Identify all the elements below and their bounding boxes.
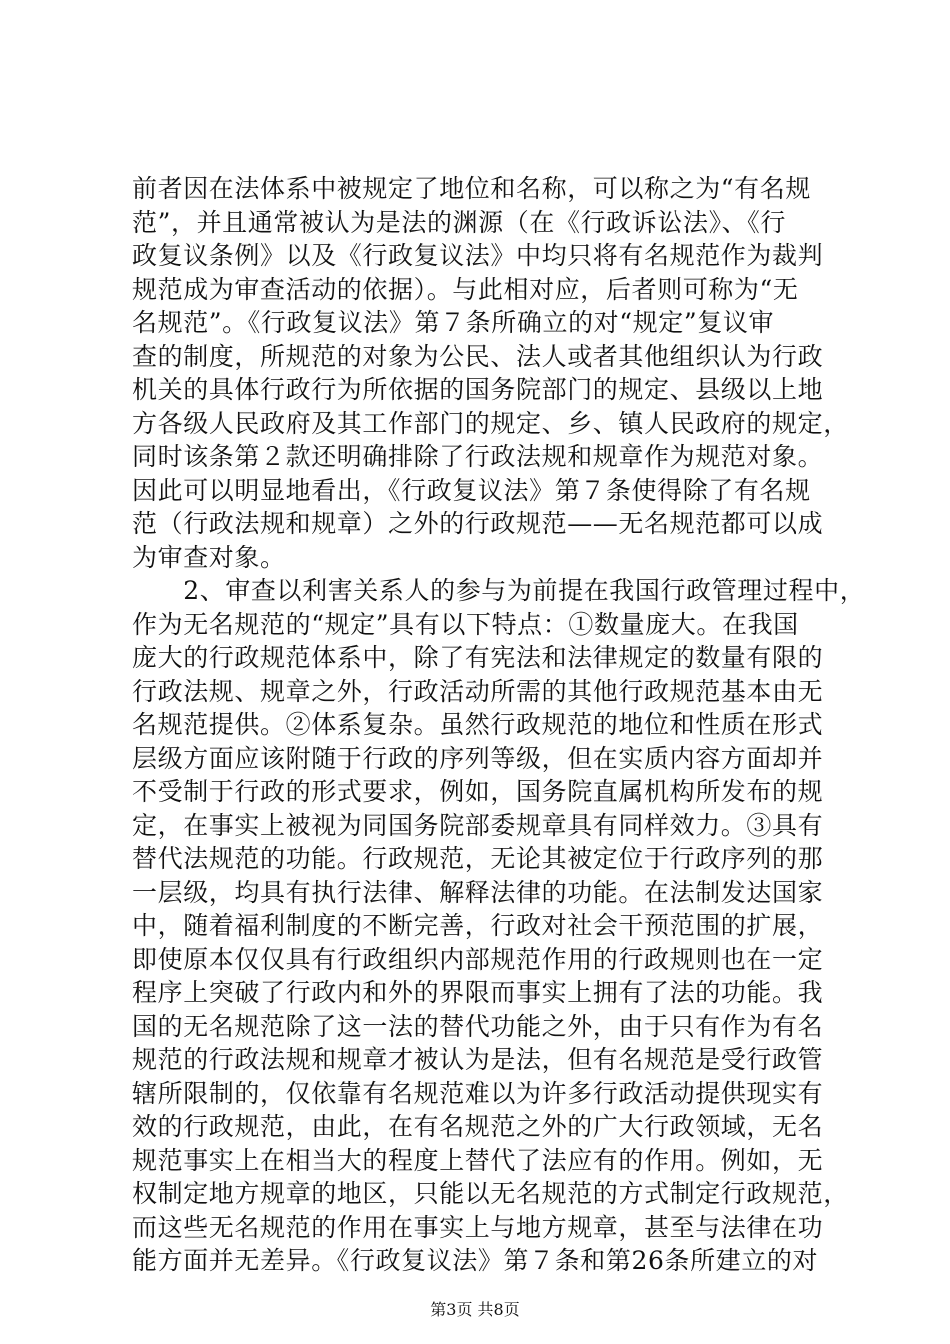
- text-line: 作为无名规范的“规定”具有以下特点：①数量庞大。在我国: [132, 609, 799, 639]
- paragraph-1: [132, 172, 849, 574]
- page-number-label: 第3页 共8页: [430, 1300, 520, 1319]
- text-line: 查的制度，所规范的对象为公民、法人或者其他组织认为行政: [132, 341, 824, 371]
- text-line: 范（行政法规和规章）之外的行政规范——无名规范都可以成: [132, 509, 824, 538]
- text-line: 定，在事实上被视为同国务院部委规章具有同样效力。③具有: [132, 810, 824, 840]
- page-number-footer: [0, 1300, 950, 1320]
- text-line: 中，随着福利制度的不断完善，行政对社会干预范围的扩展，: [132, 911, 824, 940]
- text-line: 庞大的行政规范体系中，除了有宪法和法律规定的数量有限的: [132, 643, 824, 672]
- text-line: 一层级，均具有执行法律、解释法律的功能。在法制发达国家: [132, 877, 824, 907]
- text-line: 机关的具体行政行为所依据的国务院部门的规定、县级以上地: [132, 375, 824, 404]
- text-line: 辖所限制的，仅依靠有名规范难以为许多行政活动提供现实有: [132, 1078, 824, 1108]
- text-line: 方各级人民政府及其工作部门的规定、乡、镇人民政府的规定，: [132, 408, 849, 438]
- text-line: 能方面并无差异。《行政复议法》第７条和第26条所建立的对: [132, 1246, 819, 1275]
- text-line: 国的无名规范除了这一法的替代功能之外，由于只有作为有名: [132, 1011, 824, 1041]
- text-line: 因此可以明显地看出，《行政复议法》第７条使得除了有名规: [132, 475, 811, 505]
- text-line: 政复议条例》以及《行政复议法》中均只将有名规范作为裁判: [132, 241, 824, 270]
- text-line: 范”，并且通常被认为是法的渊源（在《行政诉讼法》、《行: [132, 207, 786, 237]
- text-line: 替代法规范的功能。行政规范，无论其被定位于行政序列的那: [132, 844, 824, 873]
- text-line: 规范成为审查活动的依据）。与此相对应，后者则可称为“无: [132, 274, 799, 304]
- text-line: 程序上突破了行政内和外的界限而事实上拥有了法的功能。我: [132, 978, 824, 1007]
- text-line: 效的行政规范，由此，在有名规范之外的广大行政领域，无名: [132, 1112, 824, 1141]
- text-line: 而这些无名规范的作用在事实上与地方规章，甚至与法律在功: [132, 1212, 824, 1242]
- paragraph-2: [132, 574, 866, 1278]
- text-line: 即使原本仅仅具有行政组织内部规范作用的行政规则也在一定: [132, 944, 824, 974]
- text-line: 前者因在法体系中被规定了地位和名称，可以称之为“有名规: [132, 174, 811, 203]
- text-line: 同时该条第２款还明确排除了行政法规和规章作为规范对象。: [132, 442, 824, 471]
- text-line: 不受制于行政的形式要求，例如，国务院直属机构所发布的规: [132, 777, 824, 806]
- text-line: 名规范提供。②体系复杂。虽然行政规范的地位和性质在形式: [132, 710, 824, 739]
- text-line: 2、审查以利害关系人的参与为前提在我国行政管理过程中，: [132, 576, 866, 605]
- document-body: [132, 172, 866, 1278]
- text-line: 为审查对象。: [132, 542, 286, 572]
- text-line: 权制定地方规章的地区，只能以无名规范的方式制定行政规范，: [132, 1179, 849, 1208]
- text-line: 名规范”。《行政复议法》第７条所确立的对“规定”复议审: [132, 308, 775, 337]
- text-line: 层级方面应该附随于行政的序列等级，但在实质内容方面却并: [132, 743, 824, 773]
- text-line: 规范事实上在相当大的程度上替代了法应有的作用。例如，无: [132, 1145, 824, 1175]
- text-line: 行政法规、规章之外，行政活动所需的其他行政规范基本由无: [132, 676, 824, 706]
- text-line: 规范的行政法规和规章才被认为是法，但有名规范是受行政管: [132, 1045, 824, 1074]
